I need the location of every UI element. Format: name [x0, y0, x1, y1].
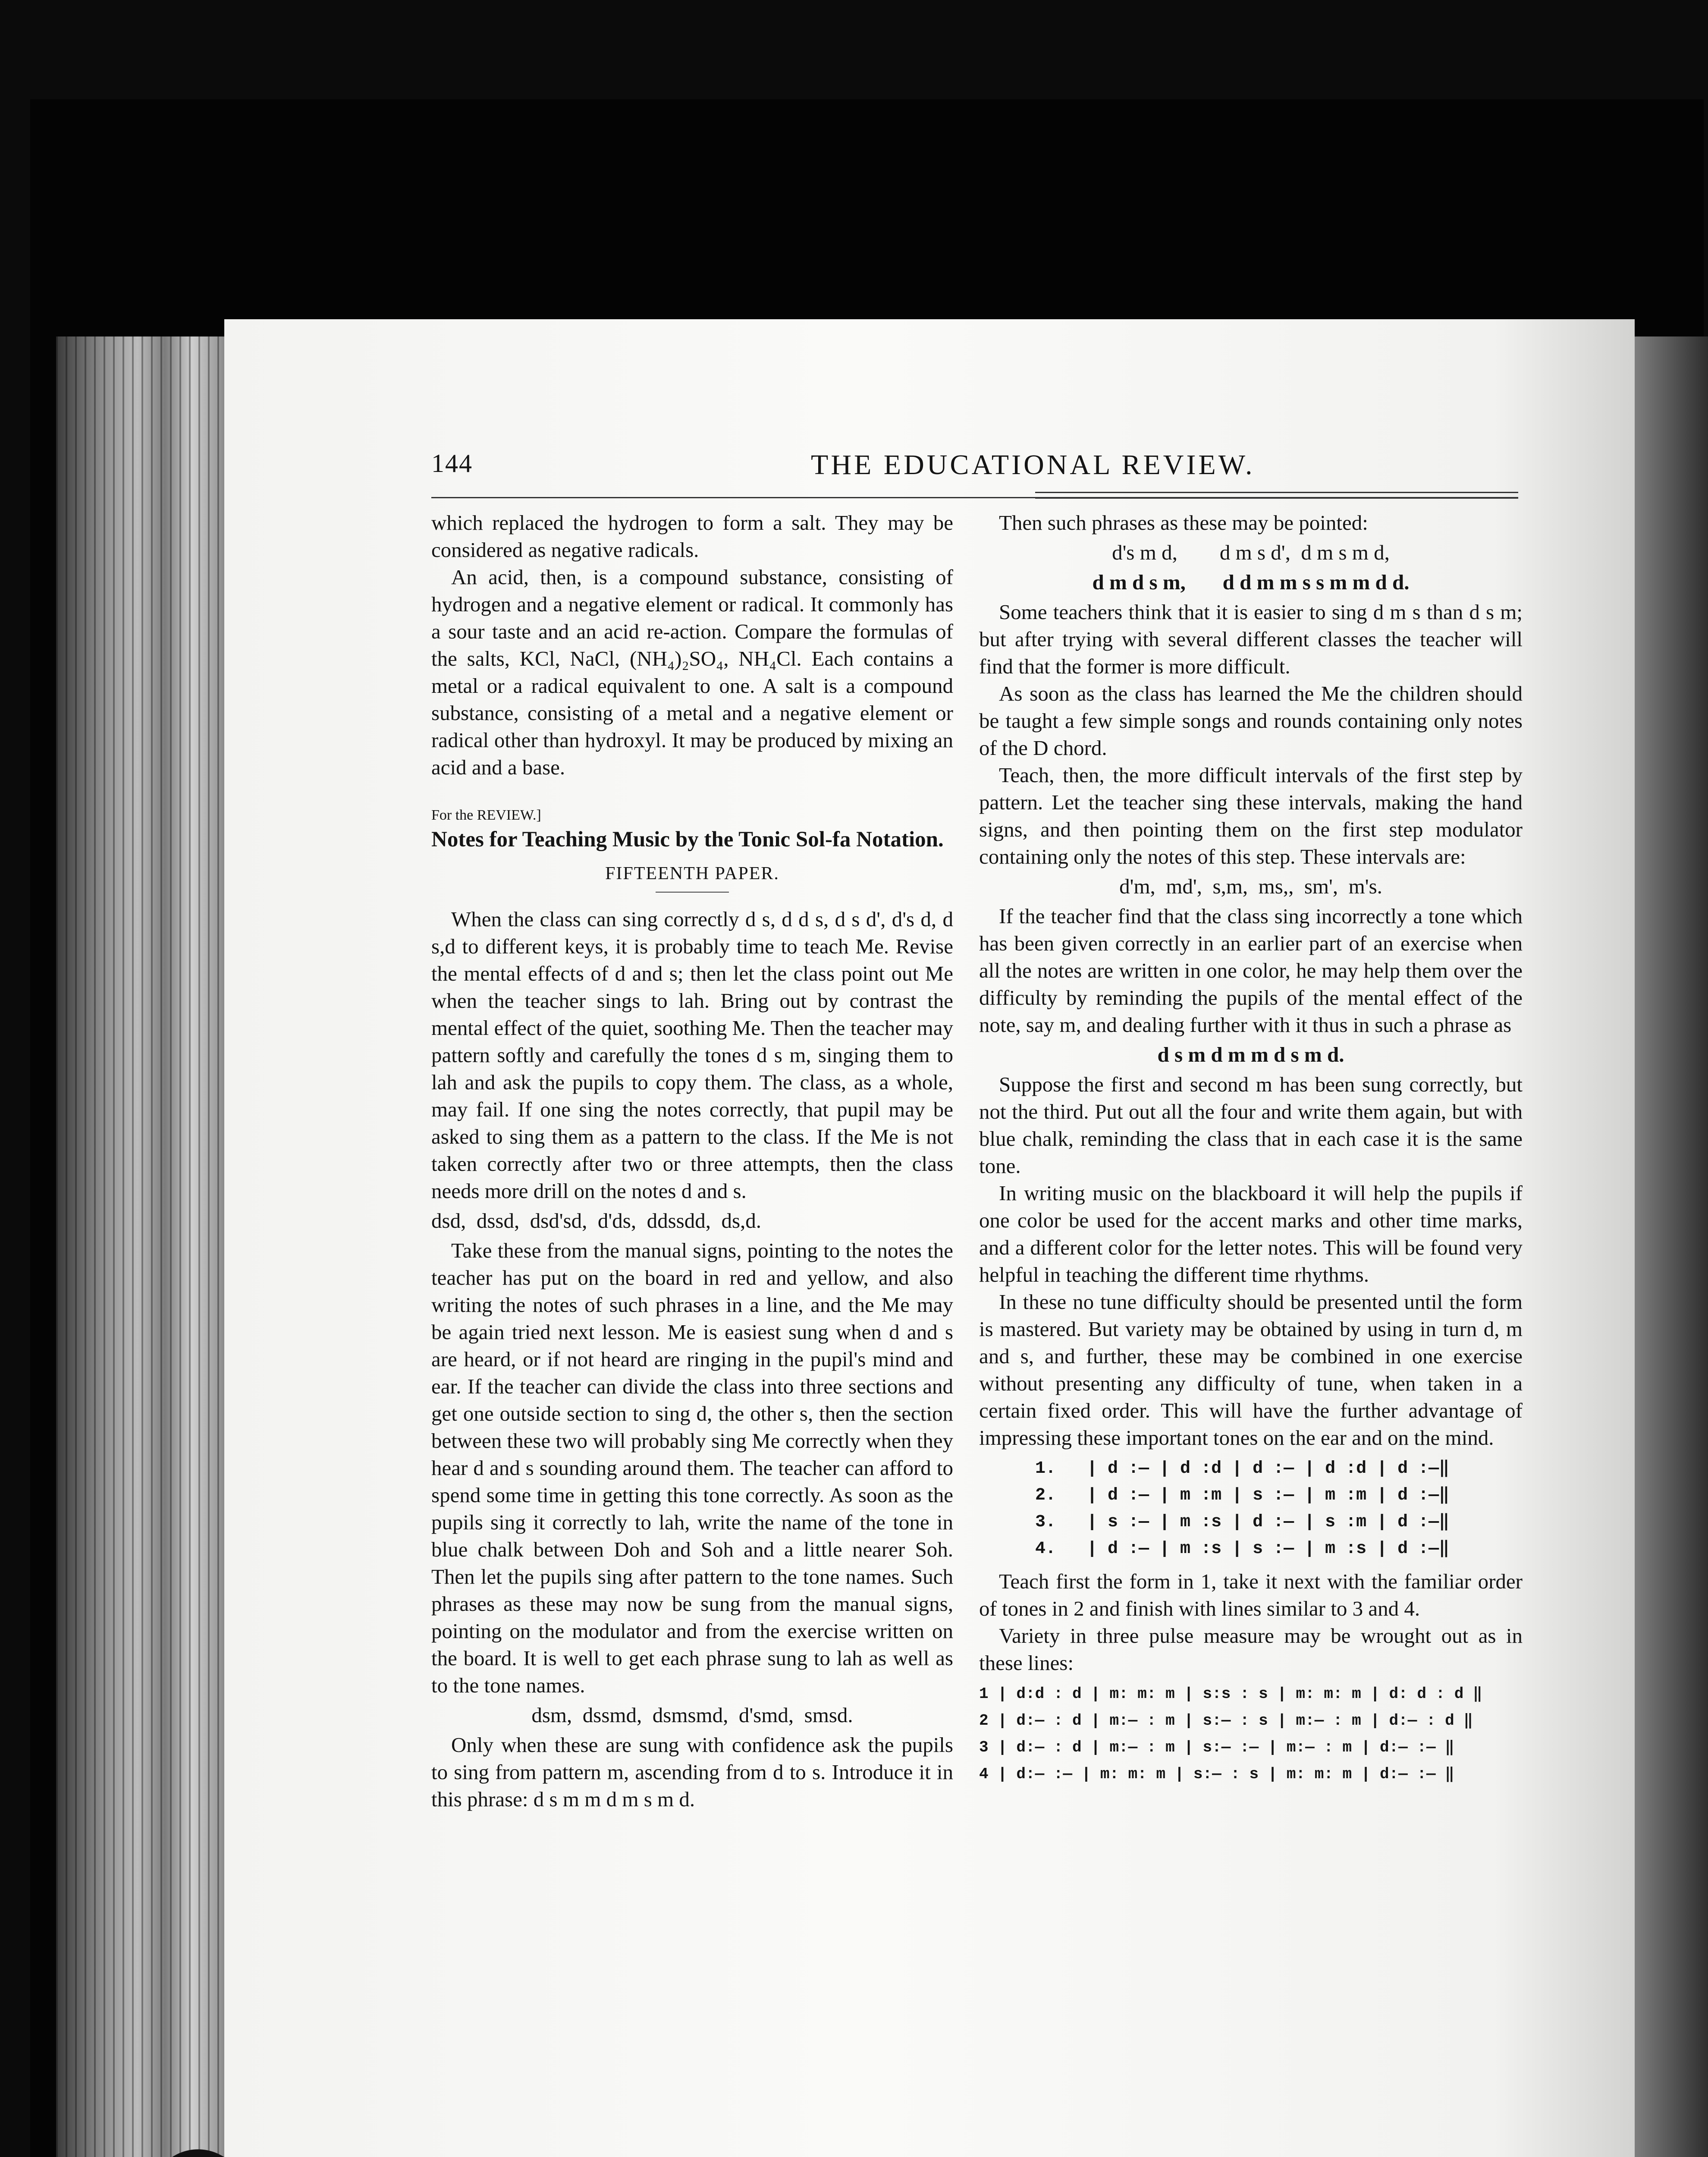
paragraph: Teach first the form in 1, take it next with the familiar order of tones in 2 and finish with lines similar to 3 and 4. [979, 1569, 1523, 1620]
paragraph: Take these from the manual signs, pointing to the notes the teacher has put on the board in red and yellow, and also writing the notes of such phrases in a line, and the Me may be again tried next lesson. Me is easiest sung when d and s are heard, or if not heard are ringing in the pupil's mind and ear. If the teacher can divide the class into three sections and get one outside section to sing d, the other s, then the section between these two will probably sing Me correctly when they hear d and s sounding around them. The teacher can afford to spend some time in getting this tone correctly. As soon as the pupils sing it correctly to lah, write the name of the tone in blue chalk between Doh and Soh and a little nearer Soh. Then let the pupils sing after pattern to the tone names. Such phrases as these may now be sung from the manual signs, pointing on the modulator and from the exercise written on the board. It is well to get each phrase sung to lah as well as to the tone names. [431, 1239, 953, 1697]
journal-title: THE EDUCATIONAL REVIEW. [811, 449, 1255, 481]
paragraph: In these no tune difficulty should be presented until the form is mastered. But variety may be obtained by using in turn d, m and s, and further, these may be combined in one exercise without presenting any difficulty of tune, when taken in a certain fixed order. This will have the further advantage of impressing these important tones on the ear and on the mind. [979, 1290, 1523, 1450]
exercise-three-pulse [979, 1681, 1523, 1788]
solfa-phrase: d m d s m, d d m m s s m m d d. [1092, 570, 1410, 594]
paragraph: If the teacher find that the class sing incorrectly a tone which has been given correctly in an earlier part of an exercise when all the notes are written in one color, he may help them over the difficulty by reminding the pupils of the mental effect of the note, say m, and dealing further with it thus in such a phrase as [979, 904, 1523, 1037]
paragraph: Some teachers think that it is easier to sing d m s than d s m; but after trying with several different classes the teacher will find that the former is more difficult. [979, 600, 1523, 678]
paragraph: Suppose the first and second m has been sung correctly, but not the third. Put out all the four and write them again, but with blue chalk, reminding the class that in each case it is the same tone. [979, 1072, 1523, 1178]
exercise-line: 1 | d:d : d | m: m: m | s:s : s | m: m: m | d: d : d ‖ [979, 1685, 1482, 1703]
interval-list: d'm, md', s,m, ms,, sm', m's. [1119, 874, 1382, 898]
exercise-line: 2. | d :— | m :m | s :— | m :m | d :—‖ [1035, 1486, 1450, 1505]
right-column [979, 509, 1523, 1792]
paragraph: Then such phrases as these may be pointed: [999, 511, 1368, 535]
title-rule [656, 892, 729, 893]
paragraph: Teach, then, the more difficult intervals of the first step by pattern. Let the teacher sing these intervals, making the hand signs, and then pointing them on the first step modulator containing only the notes of this step. These intervals are: [979, 763, 1523, 868]
page-number: 144 [431, 449, 473, 478]
paragraph: Variety in three pulse measure may be wrought out as in these lines: [979, 1624, 1523, 1675]
paper-number: FIFTEENTH PAPER. [605, 864, 779, 884]
exercise-line: 3 | d:— : d | m:— : m | s:— :— | m:— : m | d:— :— ‖ [979, 1739, 1454, 1756]
exercise-two-pulse [1035, 1456, 1523, 1563]
paragraph: When the class can sing correctly d s, d d s, d s d', d's d, d s,d to different keys, it is probably time to teach Me. Revise the mental effects of d and s; then let the class point out Me when the teacher sings to lah. Bring out by contrast the mental effect of the quiet, soothing Me. Then the teacher may pattern softly and carefully the tones d s m, singing them to lah and ask the pupils to copy them. The class, as a whole, may fail. If one sing the notes correctly, that pupil may be asked to sing them as a pattern to the class. If the Me is not taken correctly after two or three attempts, then the class needs more drill on the notes d and s. [431, 907, 953, 1203]
solfa-phrase: d s m d m m d s m d. [1157, 1043, 1344, 1066]
exercise-line: 4 | d:— :— | m: m: m | s:— : s | m: m: m | d:— :— ‖ [979, 1765, 1454, 1783]
exercise-line: 3. | s :— | m :s | d :— | s :m | d :—‖ [1035, 1512, 1450, 1532]
exercise-line: 2 | d:— : d | m:— : m | s:— : s | m:— : m | d:— : d ‖ [979, 1712, 1473, 1729]
article-title: Notes for Teaching Music by the Tonic Sol-fa Notation. [431, 827, 944, 852]
header-double-rule [1035, 492, 1518, 499]
solfa-phrase: dsd, dssd, dsd'sd, d'ds, ddssdd, ds,d. [431, 1209, 762, 1233]
paragraph: As soon as the class has learned the Me the children should be taught a few simple songs and rounds containing only notes of the D chord. [979, 682, 1523, 760]
paragraph: Only when these are sung with confidence ask the pupils to sing from pattern m, ascending from d to s. Introduce it in this phrase: d s m m d m s m d. [431, 1733, 953, 1811]
book-page [224, 319, 1635, 2157]
source-note: For the REVIEW.] [431, 807, 541, 823]
solfa-phrase: d's m d, d m s d', d m s m d, [1112, 541, 1390, 564]
left-column [431, 509, 953, 1813]
exercise-line: 4. | d :— | m :s | s :— | m :s | d :—‖ [1035, 1539, 1450, 1559]
paragraph: which replaced the hydrogen to form a salt. They may be considered as negative radicals. [431, 511, 953, 562]
paragraph: In writing music on the blackboard it will help the pupils if one color be used for the accent marks and other time marks, and a different color for the letter notes. This will be found very helpful in teaching the different time rhythms. [979, 1181, 1523, 1286]
facing-page-edge [1635, 336, 1708, 2157]
solfa-phrase: dsm, dssmd, dsmsmd, d'smd, smsd. [531, 1703, 853, 1727]
paragraph: An acid, then, is a compound substance, consisting of hydrogen and a negative element or radical. It commonly has a sour taste and an acid re-action. Compare the formulas of the salts, KCl, NaCl, (NH₄)₂SO₄, NH₄Cl. Each contains a metal or a radical equivalent to one. A salt is a compound substance, consisting of a metal and a negative element or radical other than hydroxyl. It may be produced by mixing an acid and a base. [431, 565, 953, 779]
page-edges [56, 336, 237, 2157]
running-head [431, 449, 1518, 500]
exercise-line: 1. | d :— | d :d | d :— | d :d | d :—‖ [1035, 1459, 1450, 1478]
